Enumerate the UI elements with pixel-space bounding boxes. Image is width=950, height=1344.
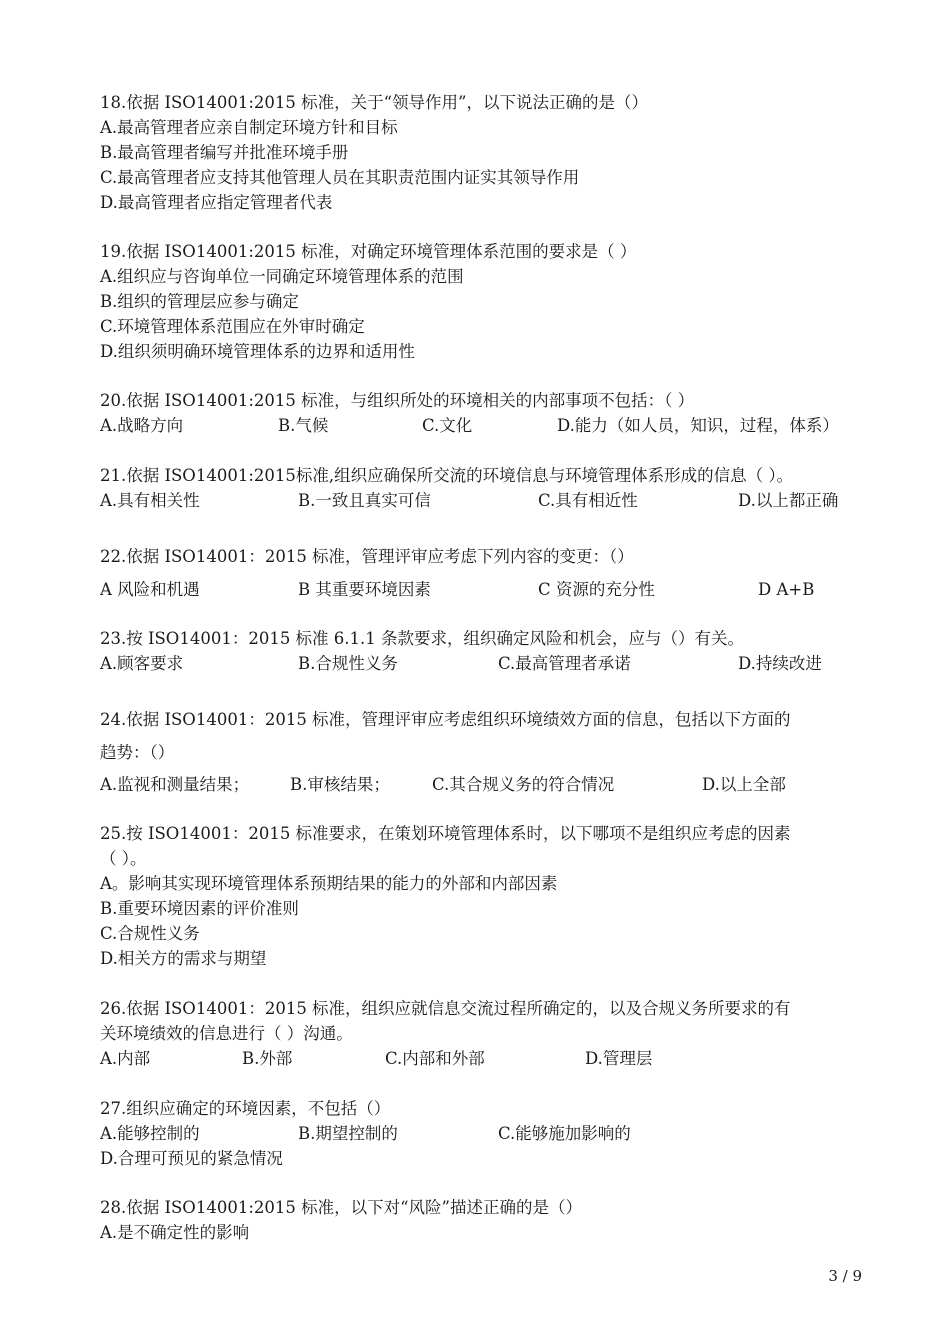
question-stem: 23.按 ISO14001：2015 标准 6.1.1 条款要求，组织确定风险和机会，应与（）有关。 (100, 629, 745, 648)
option-c: C.最高管理者应支持其他管理人员在其职责范围内证实其领导作用 (100, 168, 580, 187)
option-b: B.外部 (242, 1049, 293, 1068)
option-c: C.环境管理体系范围应在外审时确定 (100, 317, 365, 336)
question-stem-cont: 趋势：（） (100, 743, 175, 762)
options-row (100, 577, 870, 602)
option-a: A 风险和机遇 (100, 580, 200, 599)
question-stem: 28.依据 ISO14001:2015 标准，以下对“风险”描述正确的是（） (100, 1198, 582, 1217)
option-b: B.气候 (278, 416, 329, 435)
question-20 (100, 388, 870, 438)
option-b: B 其重要环境因素 (298, 580, 431, 599)
option-c: C.其合规义务的符合情况 (432, 775, 615, 794)
option-a: A.组织应与咨询单位一同确定环境管理体系的范围 (100, 267, 464, 286)
option-d: D.能力（如人员，知识，过程，体系） (557, 416, 839, 435)
question-stem: 19.依据 ISO14001:2015 标准，对确定环境管理体系范围的要求是（ ） (100, 242, 637, 261)
question-stem: 21.依据 ISO14001:2015标准,组织应确保所交流的环境信息与环境管理体系形成的信息（ ）。 (100, 466, 794, 485)
question-stem: 18.依据 ISO14001:2015 标准，关于“领导作用”，以下说法正确的是（） (100, 93, 648, 112)
question-stem: 27.组织应确定的环境因素，不包括（） (100, 1099, 391, 1118)
question-stem-cont: 关环境绩效的信息进行（ ）沟通。 (100, 1024, 353, 1043)
option-a: A。影响其实现环境管理体系预期结果的能力的外部和内部因素 (100, 874, 558, 893)
question-28 (100, 1195, 870, 1245)
question-26 (100, 996, 870, 1071)
option-a: A.能够控制的 (100, 1124, 200, 1143)
question-stem: 22.依据 ISO14001：2015 标准，管理评审应考虑下列内容的变更：（） (100, 547, 634, 566)
option-c: C.最高管理者承诺 (498, 654, 631, 673)
option-d: D.管理层 (585, 1049, 653, 1068)
option-a: A.最高管理者应亲自制定环境方针和目标 (100, 118, 398, 137)
question-19 (100, 239, 870, 364)
option-d: D.相关方的需求与期望 (100, 949, 267, 968)
option-c: C.文化 (422, 416, 473, 435)
option-d: D.持续改进 (738, 654, 822, 673)
option-d: D.最高管理者应指定管理者代表 (100, 193, 333, 212)
options-row (100, 413, 870, 438)
question-24 (100, 707, 870, 797)
option-a: A.内部 (100, 1049, 151, 1068)
question-25 (100, 821, 870, 971)
option-a: A.顾客要求 (100, 654, 184, 673)
options-row (100, 772, 870, 797)
question-27 (100, 1096, 870, 1171)
option-b: B.最高管理者编写并批准环境手册 (100, 143, 349, 162)
question-stem-cont: （ ）。 (100, 849, 147, 868)
question-stem: 20.依据 ISO14001:2015 标准，与组织所处的环境相关的内部事项不包括：（ ） (100, 391, 695, 410)
option-c: C 资源的充分性 (538, 580, 655, 599)
option-b: B.合规性义务 (298, 654, 398, 673)
option-a: A.战略方向 (100, 416, 184, 435)
option-c: C.内部和外部 (385, 1049, 485, 1068)
options-row (100, 1121, 870, 1146)
option-c: C.合规性义务 (100, 924, 200, 943)
options-row (100, 651, 870, 676)
option-a: A.监视和测量结果； (100, 775, 250, 794)
option-b: B.一致且真实可信 (298, 491, 431, 510)
option-c: C.能够施加影响的 (498, 1124, 631, 1143)
page-number: 3 / 9 (828, 1267, 862, 1285)
question-stem: 25.按 ISO14001：2015 标准要求，在策划环境管理体系时，以下哪项不是组织应考虑的因素 (100, 824, 791, 843)
option-d: D A+B (758, 580, 815, 599)
options-row (100, 1046, 870, 1071)
options-row (100, 488, 870, 513)
question-stem: 24.依据 ISO14001：2015 标准，管理评审应考虑组织环境绩效方面的信息，包括以下方面的 (100, 710, 791, 729)
question-21 (100, 463, 870, 513)
question-stem: 26.依据 ISO14001：2015 标准，组织应就信息交流过程所确定的，以及合规义务所要求的有 (100, 999, 791, 1018)
option-b: B.组织的管理层应参与确定 (100, 292, 299, 311)
option-b: B.审核结果； (290, 775, 390, 794)
question-22 (100, 544, 870, 602)
option-d: D.组织须明确环境管理体系的边界和适用性 (100, 342, 415, 361)
option-d: D.以上全部 (702, 775, 786, 794)
option-b: B.重要环境因素的评价准则 (100, 899, 299, 918)
option-a: A.具有相关性 (100, 491, 200, 510)
option-c: C.具有相近性 (538, 491, 638, 510)
option-b: B.期望控制的 (298, 1124, 398, 1143)
option-d: D.以上都正确 (738, 491, 839, 510)
option-a: A.是不确定性的影响 (100, 1223, 250, 1242)
question-23 (100, 626, 870, 676)
option-d: D.合理可预见的紧急情况 (100, 1149, 283, 1168)
question-18 (100, 90, 870, 215)
